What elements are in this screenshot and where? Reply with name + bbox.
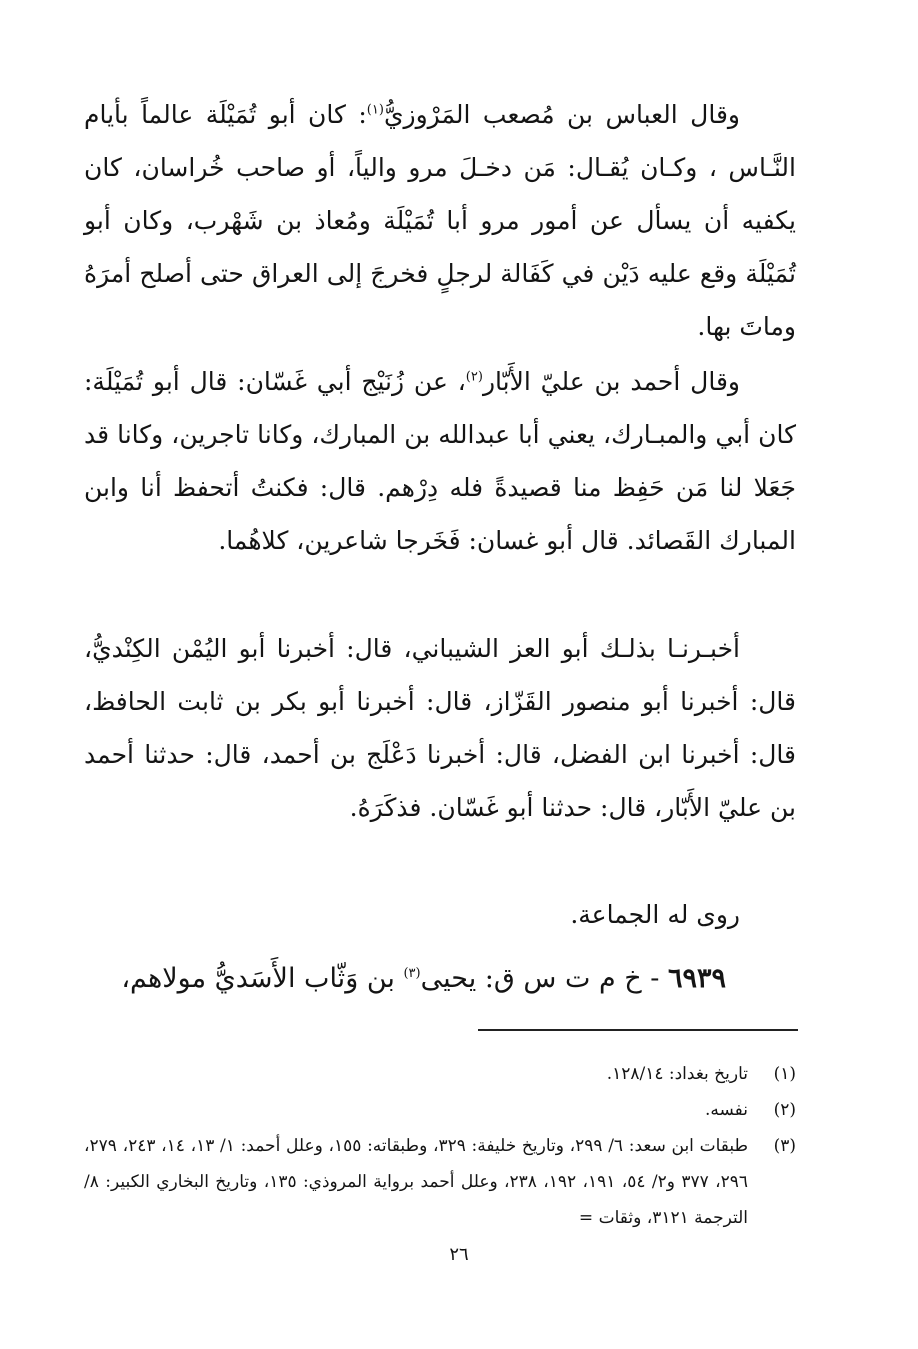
- footnote-number: (٣): [773, 1136, 796, 1156]
- entry-number: ٦٩٣٩: [667, 963, 726, 994]
- biography-entry-heading: [84, 952, 796, 1005]
- paragraph-jamaa: روى له الجماعة.: [570, 900, 740, 929]
- page-number: ٢٦: [449, 1244, 469, 1265]
- footnote-ref-1[interactable]: (١): [366, 102, 384, 118]
- footnote-ref-3[interactable]: (٣): [403, 966, 421, 981]
- footnote-text: تاريخ بغداد: ١٢٨/١٤.: [606, 1064, 748, 1084]
- paragraph-abbas: [84, 88, 796, 353]
- paragraph-text-rest: : كان أبو تُمَيْلَة عالماً بأيام النَّـاس ، وكـان يُقـال: مَن دخـلَ مرو والياً، أو صاحب خُراسان، كان يكفيه أن يسأل عن أمور مرو أبا تُمَيْلَة ومُعاذ بن شَهْرب، وكان أبو تُمَيْلَة وقع عليه دَيْن في كَفَالة لرجلٍ فخرجَ إلى العراق حتى أصلح أمرَهُ وماتَ بها.: [84, 100, 796, 341]
- footnote-item: [84, 1056, 796, 1092]
- paragraph-isnad: أخبـرنـا بذلـك أبو العز الشيباني، قال: أخبرنا أبو اليُمْن الكِنْديُّ، قال: أخبرنا أبو منصور القَزّاز، قال: أخبرنا أبو بكر بن ثابت الحافظ، قال: أخبرنا ابن الفضل، قال: أخبرنا دَعْلَج بن أحمد، قال: حدثنا أحمد بن عليّ الأَبّار، قال: حدثنا أبو غَسّان. فذكَرَهُ.: [84, 634, 796, 822]
- paragraph-abbar: [84, 355, 796, 567]
- footnote-number: (١): [773, 1064, 796, 1084]
- footnote-text: طبقات ابن سعد: ٦/ ٢٩٩، وتاريخ خليفة: ٣٢٩، وطبقاته: ١٥٥، وعلل أحمد: ١/ ١٣، ١٤، ٢٤٣، ٢٧٩، ٢٩٦، ٣٧٧ و٢/ ٥٤، ١٩١، ١٩٢، ٢٣٨، وعلل أحمد برواية المروذي: ١٣٥، وتاريخ البخاري الكبير: ٨/ الترجمة ٣١٢١، وثقات =: [84, 1136, 749, 1228]
- paragraph-text-rest: ، عن زُنَيْج أبي غَسّان: قال أبو تُمَيْلَة: كان أبي والمبـارك، يعني أبا عبدالله بن المبارك، وكانا تاجرين، وكانا قد جَعَلا لنا مَن حَفِظ منا قصيدةً فله دِرْهم. قال: فكنتُ أتحفظ أنا وابن المبارك القَصائد. قال أبو غسان: فَخَرجا شاعرين، كلاهُما.: [84, 367, 796, 555]
- footnote-divider: [478, 1029, 798, 1031]
- paragraph-text-start: وقال العباس بن مُصعب المَرْوزيُّ: [383, 100, 740, 129]
- entry-separator: -: [641, 963, 668, 994]
- footnote-item: [84, 1092, 796, 1128]
- entry-codes: خ م ت س ق: يحيى: [420, 963, 642, 994]
- footnote-item: [84, 1128, 796, 1236]
- paragraph-text-start: وقال أحمد بن عليّ الأَبّار: [482, 367, 740, 396]
- entry-name: بن وَثّاب الأَسَديُّ مولاهم،: [121, 963, 404, 994]
- footnote-number: (٢): [773, 1100, 796, 1120]
- footnote-ref-2[interactable]: (٢): [465, 369, 483, 385]
- footnotes-list: [84, 1056, 796, 1236]
- footnote-text: نفسه.: [704, 1100, 748, 1120]
